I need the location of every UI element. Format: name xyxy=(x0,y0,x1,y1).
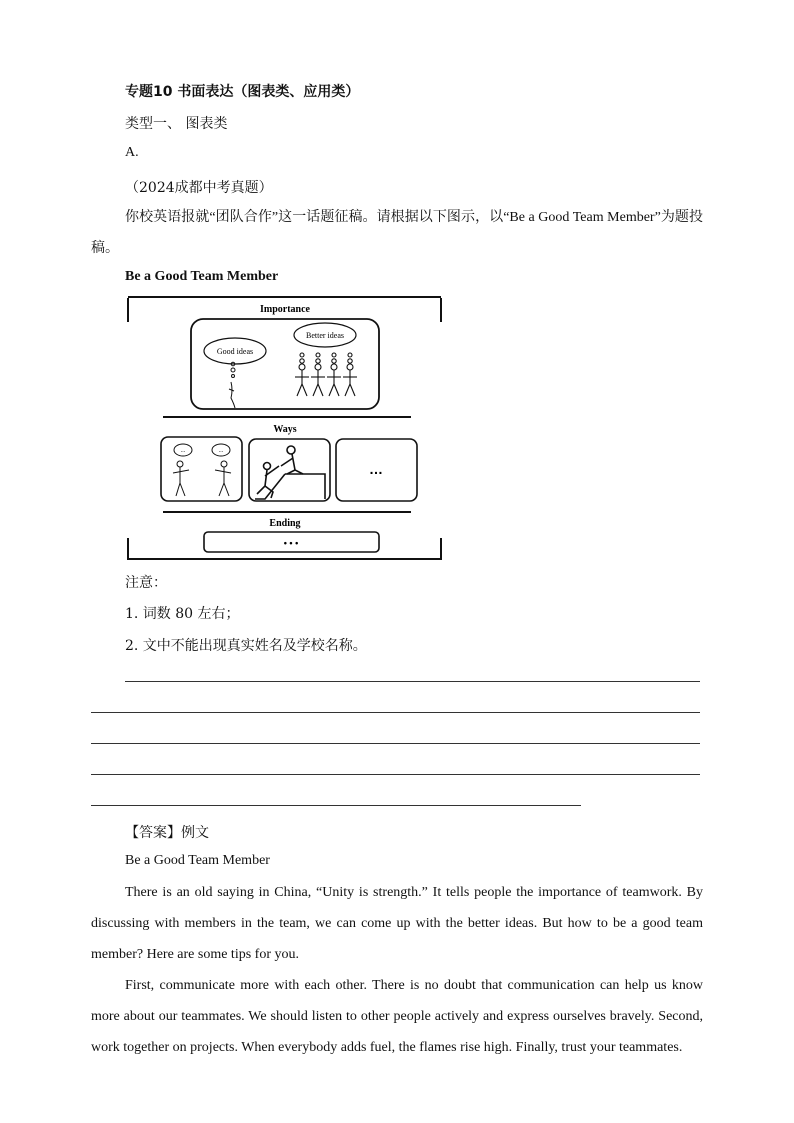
ways-label: Ways xyxy=(273,424,297,435)
source-note: （2024成都中考真题） xyxy=(125,180,273,196)
answer-line-4 xyxy=(91,774,700,775)
better-ideas-cloud xyxy=(294,323,356,347)
ways-box-communicate xyxy=(161,437,242,501)
answer-line-2 xyxy=(91,712,700,713)
essay-title: Be a Good Team Member xyxy=(125,853,270,868)
essay-paragraph-2: First, communicate more with each other. There is no doubt that communication can help us know more about our teammates. We should listen to other people actively and express ourselves bravely. Second, work together on projects. When everybody adds fuel, the flames rise high. Finally, trust your teammates. xyxy=(91,978,703,1055)
item-label: A. xyxy=(125,145,139,160)
notes-item-2: 2. 文中不能出现真实姓名及学校名称。 xyxy=(125,638,367,654)
importance-label: Importance xyxy=(260,304,310,315)
prompt-text: 你校英语报就“团队合作”这一话题征稿。请根据以下图示，以“Be a Good Team Member”为题投稿。 xyxy=(91,210,703,256)
better-ideas-label: Better ideas xyxy=(306,331,344,340)
answer-line-1 xyxy=(125,681,700,682)
team-diagram xyxy=(125,294,445,564)
ways-more-dots: … xyxy=(369,461,383,477)
essay-paragraph-1: There is an old saying in China, “Unity is strength.” It tells people the importance of teamwork. By discussing with members in the team, we can come up with the better ideas. But how to be a good team member? Here are some tips for you. xyxy=(91,885,703,962)
notes-item-1: 1. 词数 80 左右； xyxy=(125,606,240,622)
ending-label: Ending xyxy=(269,518,301,529)
ways-box-cooperate xyxy=(249,439,330,501)
answer-label: 【答案】例文 xyxy=(125,825,209,841)
helping-hand-figure xyxy=(255,446,325,499)
good-ideas-label: Good ideas xyxy=(216,347,254,356)
good-ideas-cloud xyxy=(204,338,266,364)
speech-dots-right: ... xyxy=(218,448,224,454)
team-of-four xyxy=(295,353,357,396)
thinker-figure xyxy=(229,362,235,408)
section-heading: 类型一、 图表类 xyxy=(125,116,228,132)
notes-label: 注意： xyxy=(125,575,167,591)
speech-dots-left: ... xyxy=(180,448,186,454)
answer-line-5 xyxy=(91,805,581,806)
ending-dots: • • • xyxy=(283,538,299,548)
page-title: 专题10 书面表达（图表类、应用类） xyxy=(125,84,360,100)
answer-line-3 xyxy=(91,743,700,744)
figure-title: Be a Good Team Member xyxy=(125,269,279,284)
